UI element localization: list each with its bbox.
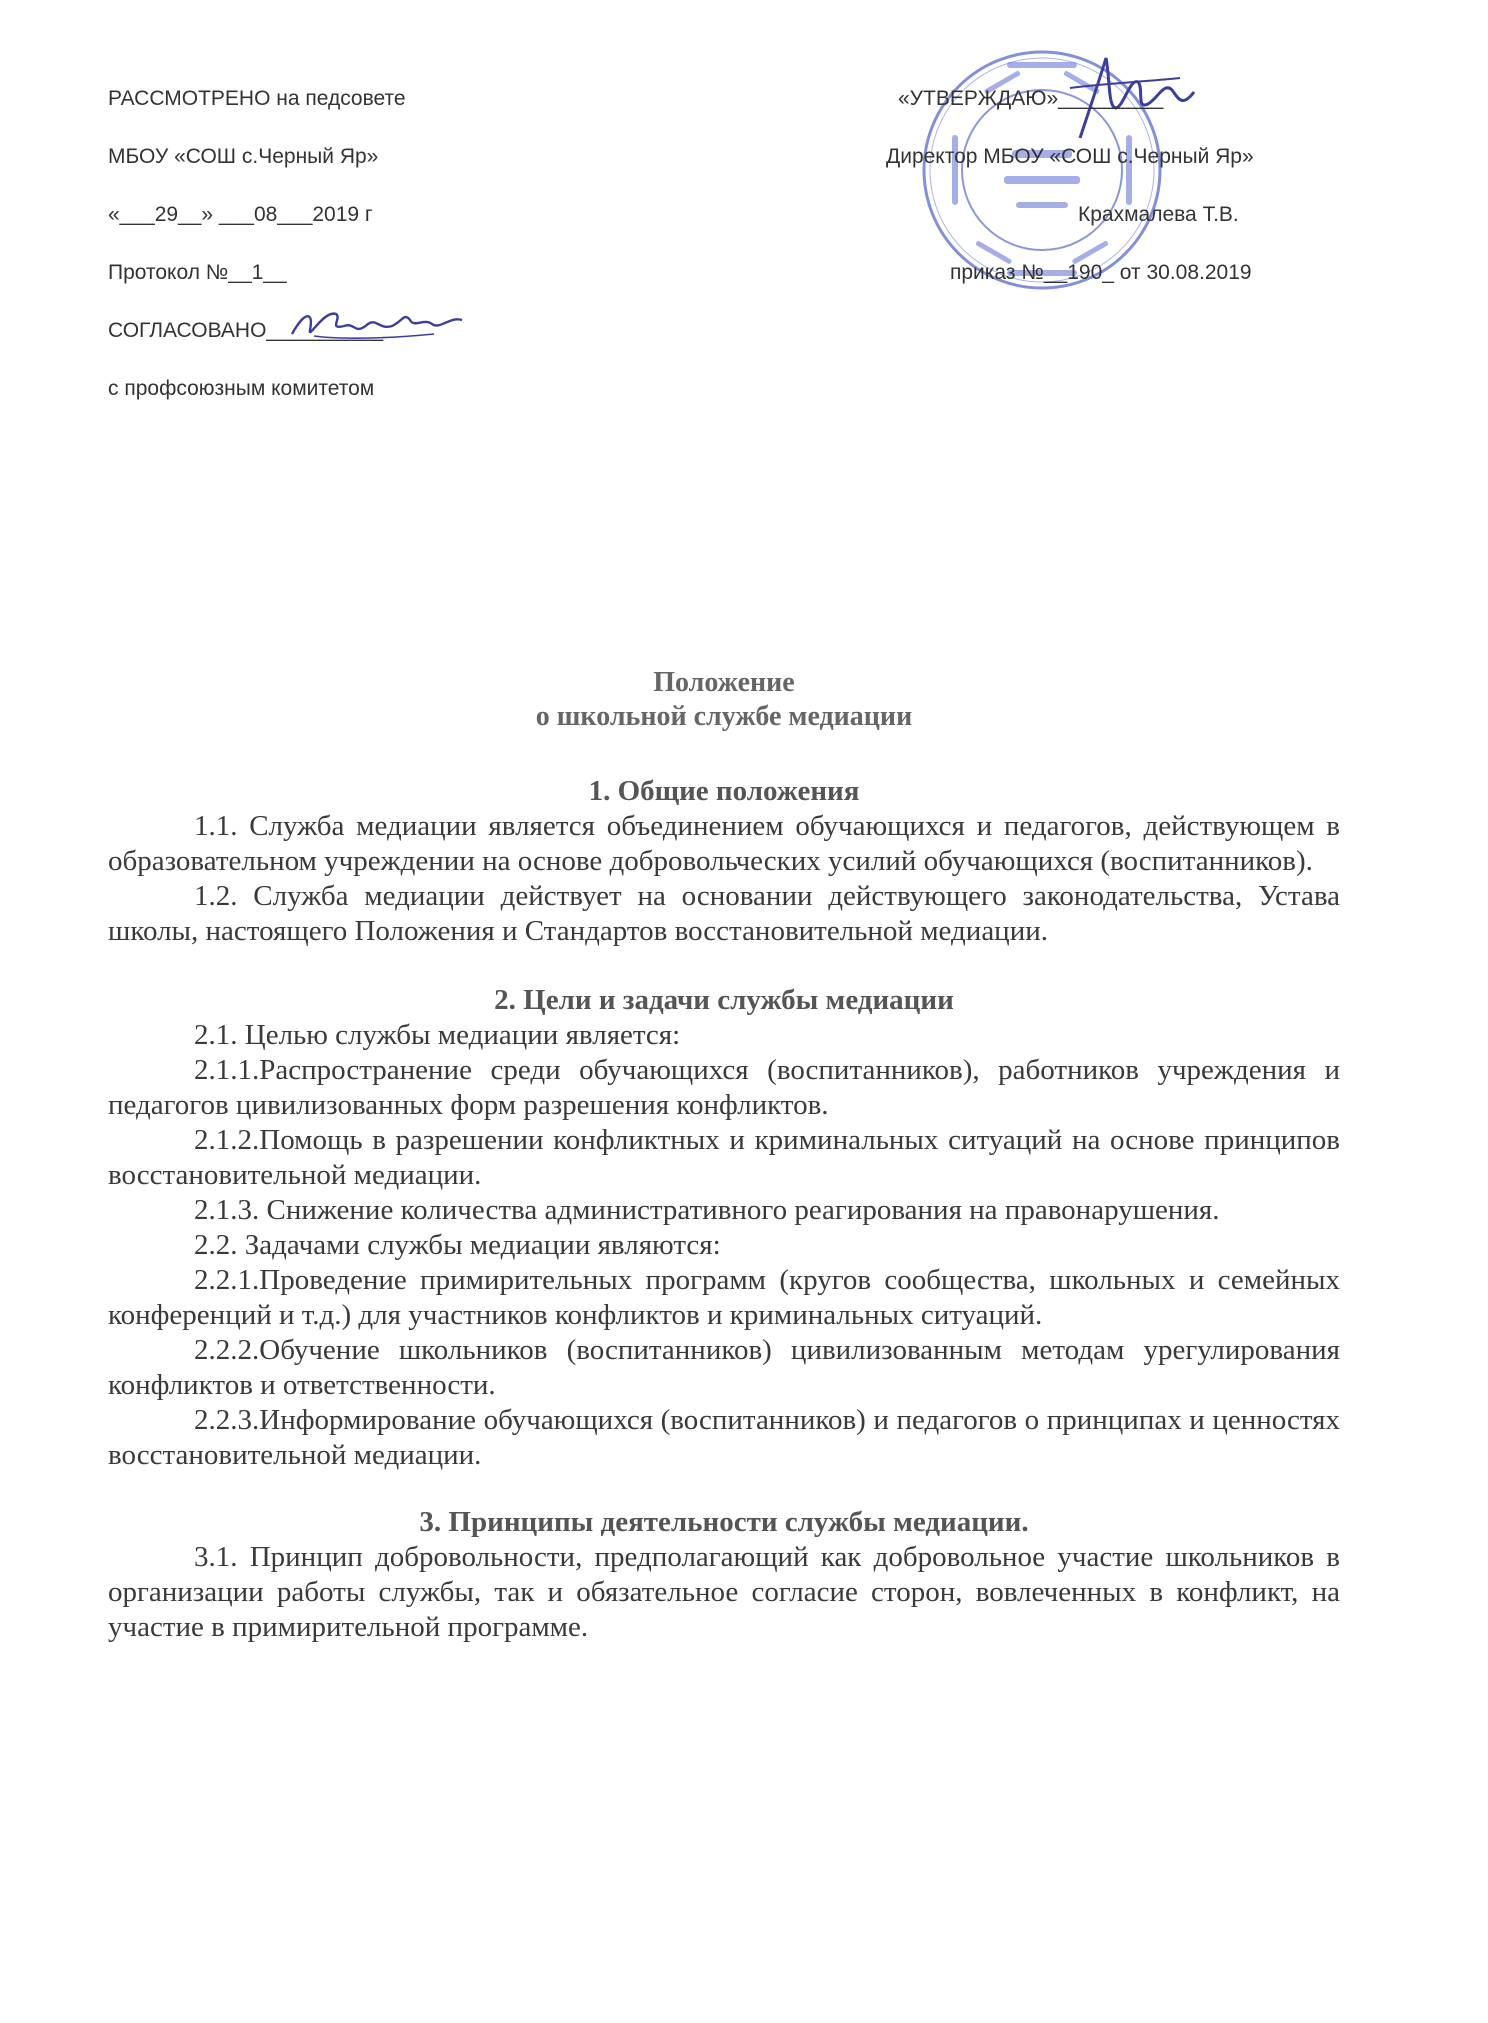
approval-right-block bbox=[880, 86, 1350, 318]
union-committee-line: с профсоюзным комитетом bbox=[108, 377, 375, 400]
doc-title: Положение bbox=[653, 667, 795, 698]
considered-line: РАССМОТРЕНО на педсовете bbox=[108, 87, 406, 110]
paragraph: 1.1. Служба медиации является объединением обучающихся и педагогов, действующем в образовательном учреждении на основе добровольческих усилий обучающихся (воспитанников). bbox=[108, 810, 1340, 877]
agreed-line bbox=[108, 318, 406, 376]
approve-line: «УТВЕРЖДАЮ»_________ bbox=[898, 87, 1164, 110]
paragraph: 3.1. Принцип добровольности, предполагающий как добровольное участие школьников в организации работы службы, так и обязательное согласие сторон, вовлеченных в конфликт, на участие в примирительной программе. bbox=[108, 1541, 1340, 1643]
paragraph: 2.1.1.Распространение среди обучающихся (воспитанников), работников учреждения и педагогов цивилизованных форм разрешения конфликтов. bbox=[108, 1054, 1340, 1121]
protocol-line: Протокол №__1__ bbox=[108, 261, 287, 284]
agreed-label: СОГЛАСОВАНО__________ bbox=[108, 319, 384, 342]
signature-union-icon bbox=[284, 300, 474, 350]
paragraph: 2.2.3.Информирование обучающихся (воспитанников) и педагогов о принципах и ценностях восстановительной медиации. bbox=[108, 1404, 1340, 1471]
paragraph: 2.1.2.Помощь в разрешении конфликтных и криминальных ситуаций на основе принципов восстановительной медиации. bbox=[108, 1124, 1340, 1191]
order-line: приказ №__190_ от 30.08.2019 bbox=[950, 261, 1252, 284]
paragraph: 2.1.3. Снижение количества административного реагирования на правонарушения. bbox=[194, 1194, 1220, 1226]
approval-left-block bbox=[108, 86, 406, 434]
paragraph: 2.2.1.Проведение примирительных программ (кругов сообщества, школьных и семейных конференций и т.д.) для участников конфликтов и криминальных ситуаций. bbox=[108, 1264, 1340, 1331]
school-name-line: МБОУ «СОШ с.Черный Яр» bbox=[108, 145, 379, 168]
section-heading: 1. Общие положения bbox=[588, 775, 860, 807]
paragraph: 2.2. Задачами службы медиации являются: bbox=[194, 1229, 721, 1261]
paragraph: 1.2. Служба медиации действует на основании действующего законодательства, Устава школы, настоящего Положения и Стандартов восстановительной медиации. bbox=[108, 880, 1340, 947]
director-line: Директор МБОУ «СОШ с.Черный Яр» bbox=[886, 145, 1254, 168]
date-line: «___29__» ___08___2019 г bbox=[108, 203, 373, 226]
director-name-line: Крахмалева Т.В. bbox=[1078, 203, 1239, 226]
section-heading: 2. Цели и задачи службы медиации bbox=[494, 984, 954, 1016]
paragraph: 2.1. Целью службы медиации является: bbox=[194, 1019, 681, 1051]
paragraph: 2.2.2.Обучение школьников (воспитанников) цивилизованным методам урегулирования конфликтов и ответственности. bbox=[108, 1334, 1340, 1401]
document-body bbox=[108, 666, 1340, 1645]
doc-subtitle: о школьной службе медиации bbox=[535, 701, 913, 732]
section-heading: 3. Принципы деятельности службы медиации. bbox=[419, 1506, 1029, 1538]
